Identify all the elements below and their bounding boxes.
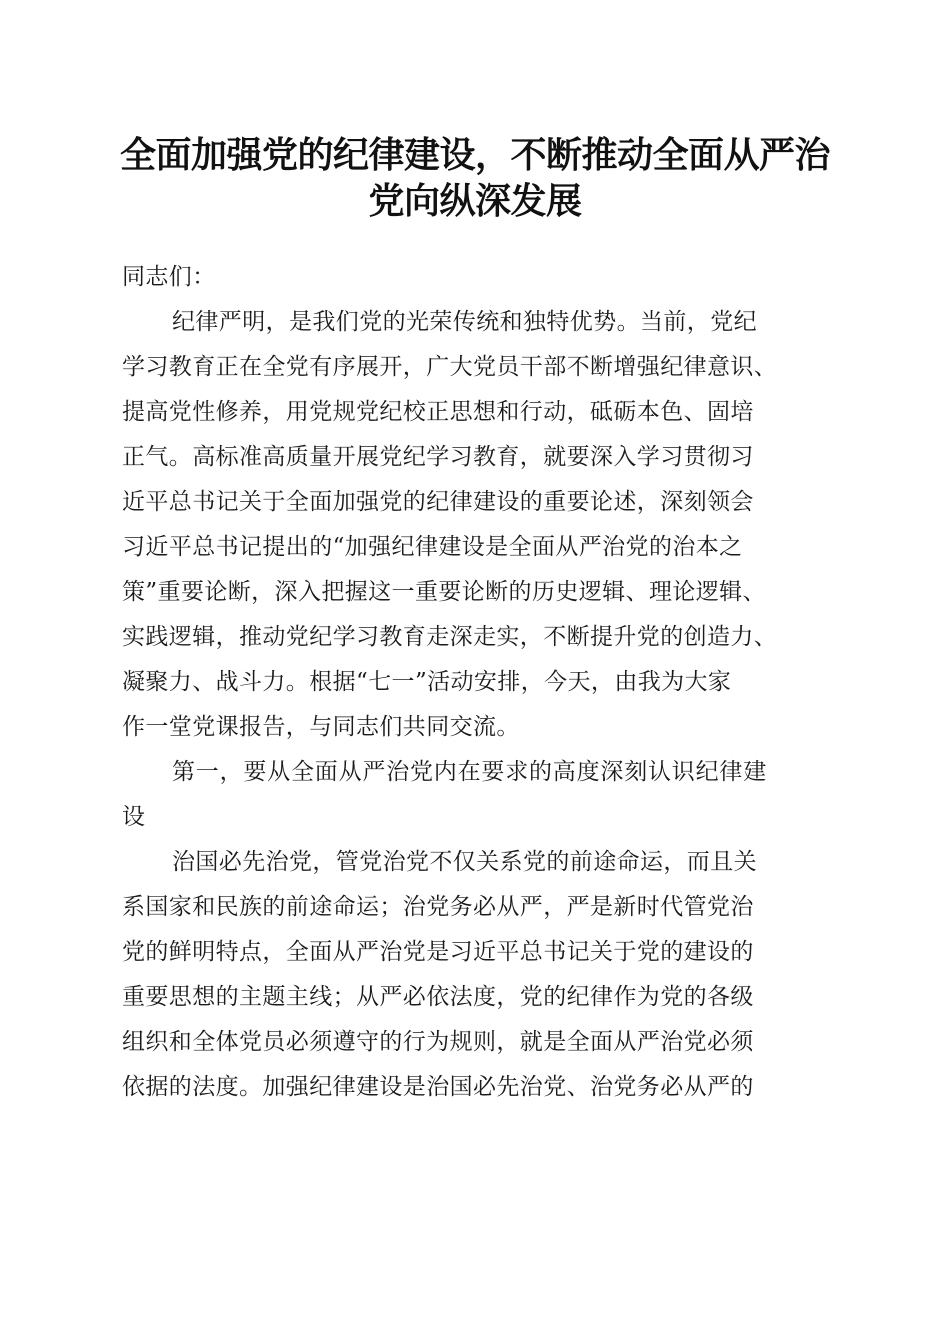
paragraph-line: 党的鲜明特点，全面从严治党是习近平总书记关于党的建设的 bbox=[122, 939, 754, 965]
paragraph-section-1 bbox=[122, 840, 842, 1110]
paragraph-line: 学习教育正在全党有序展开，广大党员干部不断增强纪律意识、 bbox=[122, 354, 778, 380]
section-heading-1 bbox=[122, 750, 842, 840]
title-line: 党向纵深发展 bbox=[368, 181, 582, 222]
document-title bbox=[100, 133, 850, 225]
paragraph-line: 作一堂党课报告，与同志们共同交流。 bbox=[122, 714, 520, 740]
paragraph-line: 提高党性修养，用党规党纪校正思想和行动，砥砺本色、固培 bbox=[122, 399, 754, 425]
title-line: 全面加强党的纪律建设，不断推动全面从严治 bbox=[119, 135, 830, 176]
paragraph-line: 治国必先治党，管党治党不仅关系党的前途命运，而且关 bbox=[172, 849, 757, 875]
paragraph-line: 近平总书记关于全面加强党的纪律建设的重要论述，深刻领会 bbox=[122, 489, 754, 515]
paragraph-line: 依据的法度。加强纪律建设是治国必先治党、治党务必从严的 bbox=[122, 1074, 754, 1100]
paragraph-line: 正气。高标准高质量开展党纪学习教育，就要深入学习贯彻习 bbox=[122, 444, 754, 470]
paragraph-line: 系国家和民族的前途命运；治党务必从严，严是新时代管党治 bbox=[122, 894, 754, 920]
heading-line: 第一，要从全面从严治党内在要求的高度深刻认识纪律建 bbox=[172, 759, 767, 785]
salutation: 同志们： bbox=[122, 264, 216, 290]
paragraph-line: 习近平总书记提出的“加强纪律建设是全面从严治党的治本之 bbox=[122, 534, 743, 560]
paragraph-line: 实践逻辑，推动党纪学习教育走深走实，不断提升党的创造力、 bbox=[122, 624, 778, 650]
paragraph-line: 组织和全体党员必须遵守的行为规则，就是全面从严治党必须 bbox=[122, 1029, 754, 1055]
paragraph-intro bbox=[122, 300, 842, 750]
paragraph-line: 策”重要论断，深入把握这一重要论断的历史逻辑、理论逻辑、 bbox=[122, 579, 766, 605]
heading-line: 设 bbox=[122, 804, 146, 830]
paragraph-line: 纪律严明，是我们党的光荣传统和独特优势。当前，党纪 bbox=[172, 309, 757, 335]
document-body bbox=[122, 255, 842, 1110]
paragraph-line: 凝聚力、战斗力。根据“七一”活动安排，今天，由我为大家 bbox=[122, 669, 732, 695]
paragraph-line: 重要思想的主题主线；从严必依法度，党的纪律作为党的各级 bbox=[122, 984, 754, 1010]
